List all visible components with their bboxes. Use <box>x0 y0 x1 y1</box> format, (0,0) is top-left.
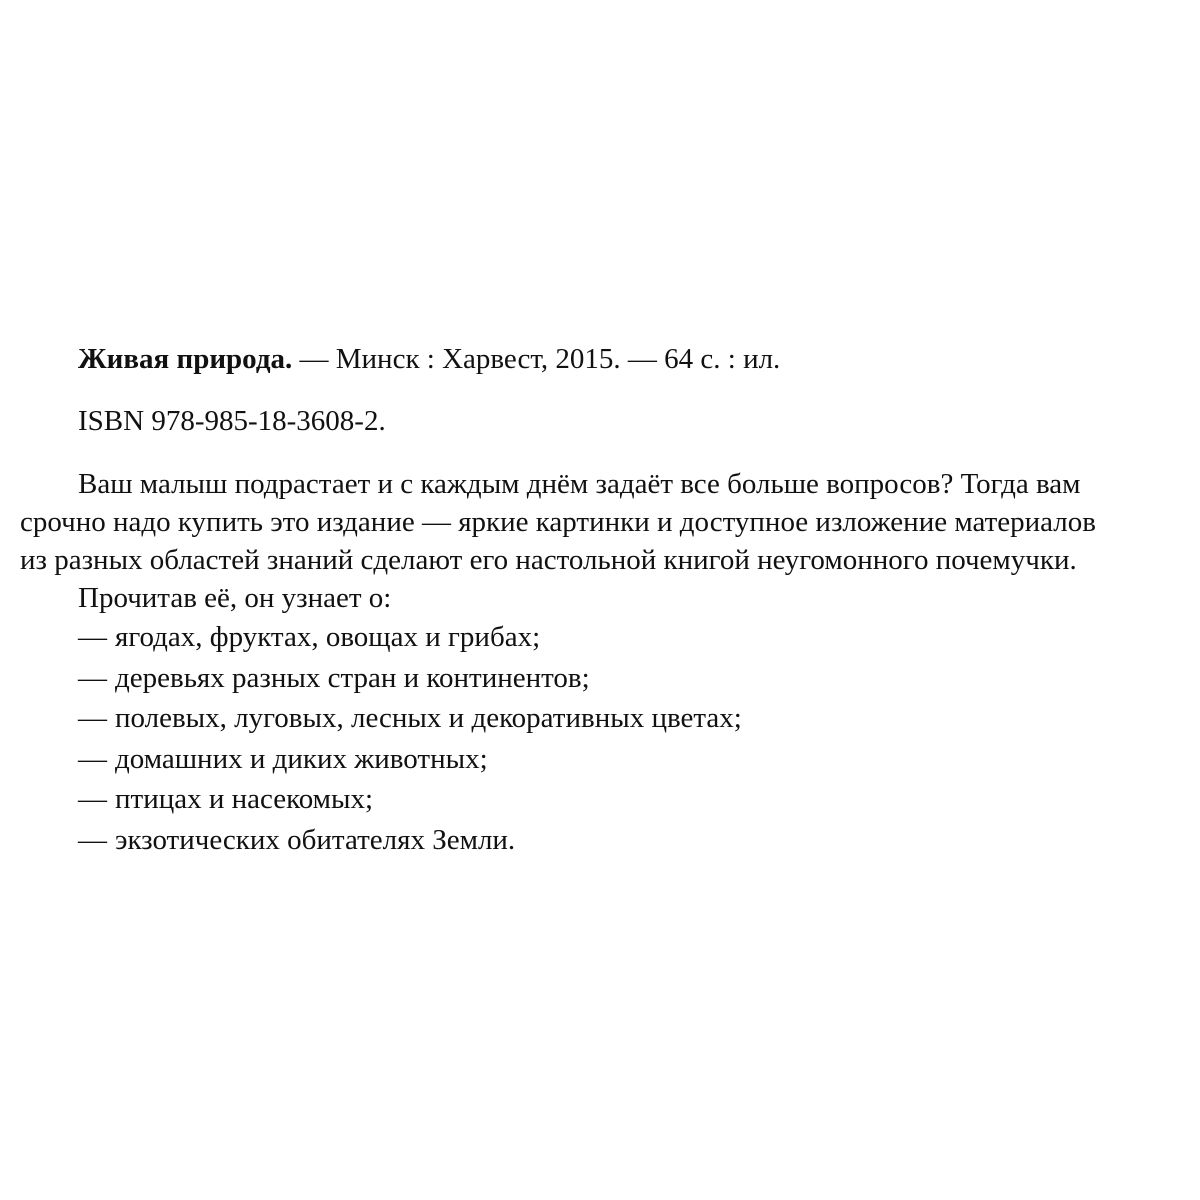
list-dash: — <box>78 823 107 856</box>
list-item <box>78 820 1178 861</box>
list-item-text: ягодах, фруктах, овощах и грибах; <box>115 621 541 653</box>
list-item <box>78 739 1178 780</box>
list-item <box>78 617 1178 658</box>
list-item <box>78 779 1178 820</box>
annotation-line: срочно надо купить это издание — яркие картинки и доступное изложение материалов <box>20 506 1096 538</box>
list-dash: — <box>78 742 107 775</box>
annotation-line: Ваш малыш подрастает и с каждым днём задаёт все больше вопросов? Тогда вам <box>78 468 1081 500</box>
list-item-text: птицах и насекомых; <box>115 783 374 815</box>
book-annotation-page <box>20 340 1178 860</box>
annotation-line: из разных областей знаний сделают его настольной книгой неугомонного почемучки. <box>20 544 1077 576</box>
book-title: Живая природа. <box>78 343 293 375</box>
topics-list <box>78 617 1178 860</box>
list-item <box>78 658 1178 699</box>
list-item-text: домашних и диких животных; <box>115 742 488 775</box>
list-item-text: деревьях разных стран и континентов; <box>115 661 590 694</box>
isbn: ISBN 978-985-18-3608-2. <box>78 405 386 437</box>
list-item-text: полевых, луговых, лесных и декоративных цветах; <box>115 702 742 734</box>
bibliographic-record <box>78 340 1178 378</box>
list-dash: — <box>78 783 107 815</box>
list-dash: — <box>78 621 107 653</box>
list-dash: — <box>78 661 107 694</box>
topics-lead: Прочитав её, он узнает о: <box>78 582 392 614</box>
list-dash: — <box>78 702 107 734</box>
list-item <box>78 698 1178 739</box>
publication-details: — Минск : Харвест, 2015. — 64 с. : ил. <box>292 343 781 375</box>
annotation <box>20 465 1178 860</box>
list-item-text: экзотических обитателях Земли. <box>115 823 516 856</box>
